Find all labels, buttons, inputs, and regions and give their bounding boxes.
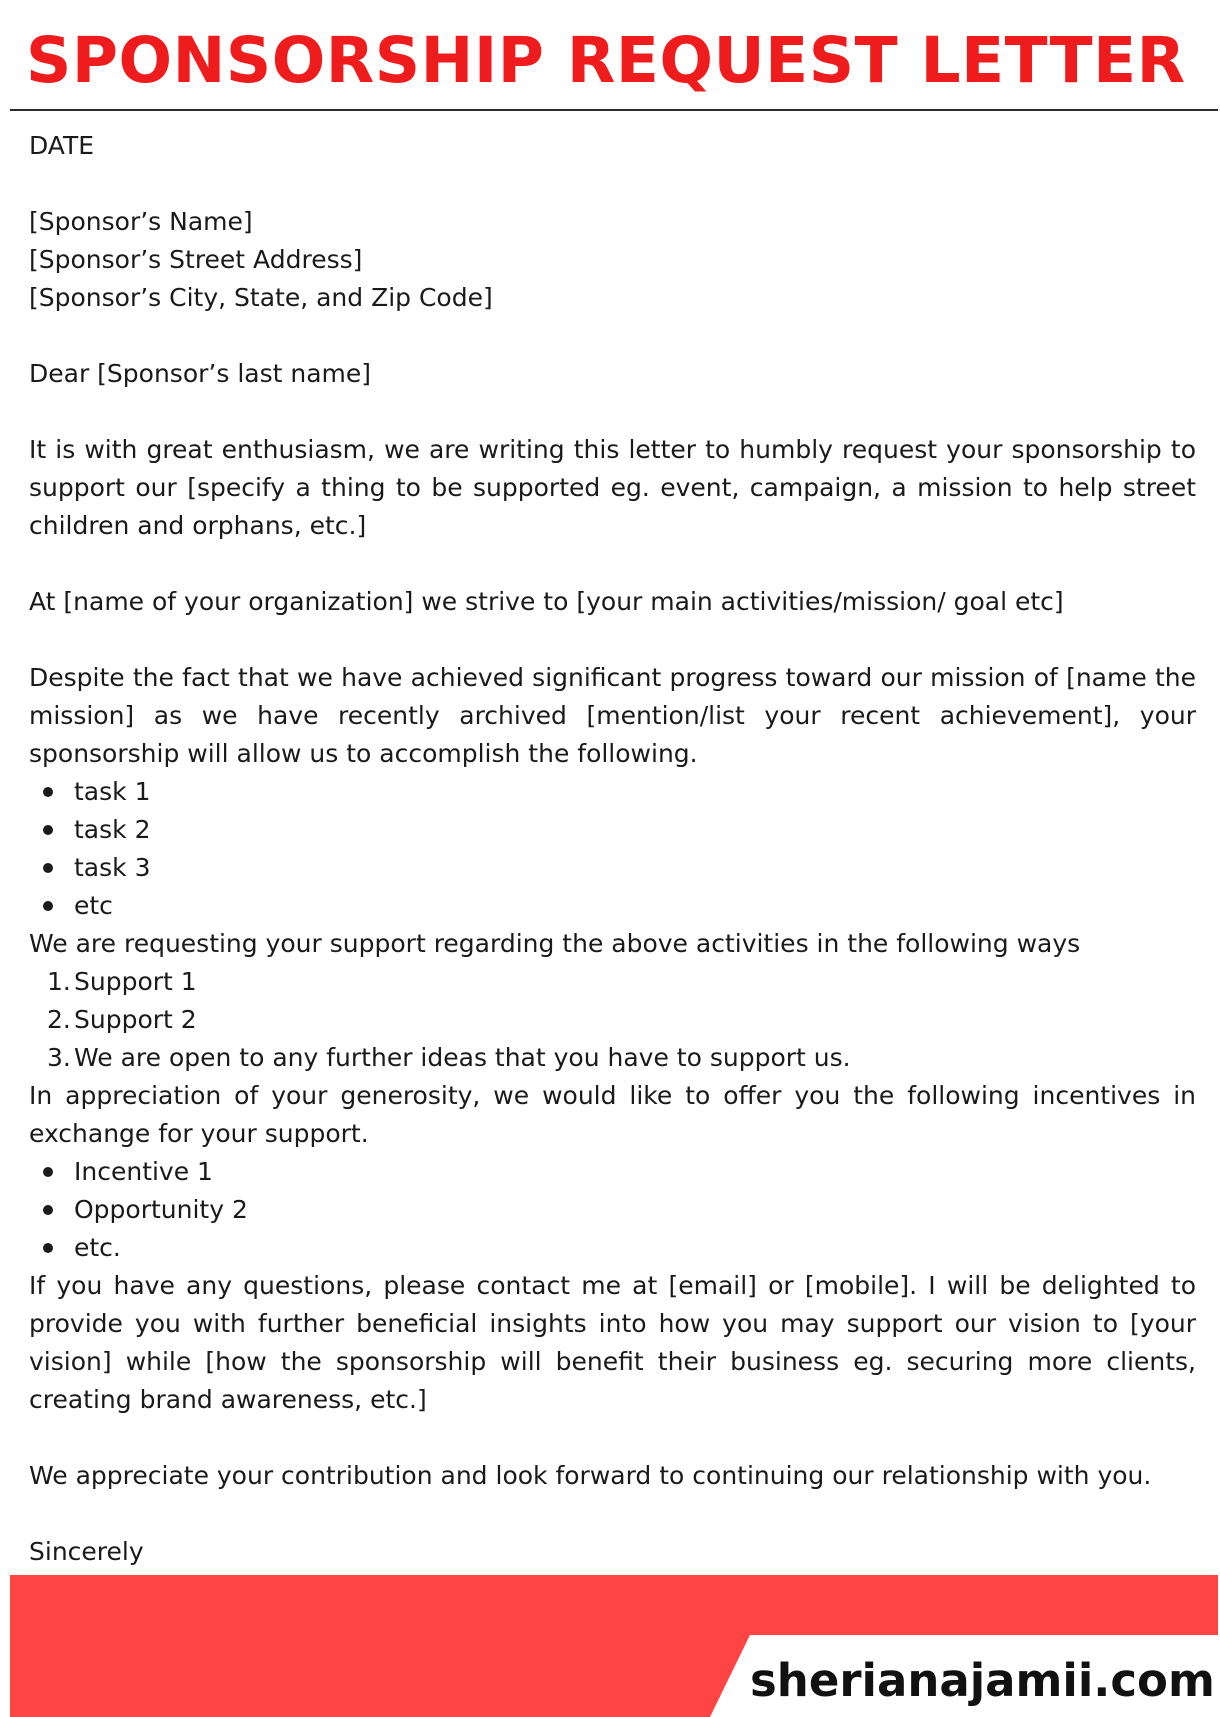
paragraph-contact: If you have any questions, please contact me at [email] or [mobile]. I will be delighted to provide you with further beneficial insights into how you may support our vision to [your vision] while [how the sponsorship will benefit their business eg. securing more clients, creating brand awareness, etc.] <box>29 1271 1196 1414</box>
task-list <box>29 773 1196 925</box>
support-text: Support 1 <box>74 967 197 996</box>
bullet-icon <box>43 1205 53 1215</box>
sponsor-city-state-zip: [Sponsor’s City, State, and Zip Code] <box>29 283 493 312</box>
list-item <box>29 773 1196 811</box>
list-item <box>29 1191 1196 1229</box>
task-text: etc <box>74 891 113 920</box>
task-text: task 3 <box>74 853 151 882</box>
list-number: 3. <box>47 1043 71 1072</box>
incentive-text: Opportunity 2 <box>74 1195 248 1224</box>
incentive-intro: In appreciation of your generosity, we would like to offer you the following incentives in exchange for your support. <box>29 1081 1196 1148</box>
list-number: 1. <box>47 967 71 996</box>
incentive-list <box>29 1153 1196 1267</box>
salutation: Dear [Sponsor’s last name] <box>29 359 372 388</box>
support-text: We are open to any further ideas that you have to support us. <box>74 1043 851 1072</box>
support-text: Support 2 <box>74 1005 197 1034</box>
sponsor-name: [Sponsor’s Name] <box>29 207 253 236</box>
bullet-icon <box>43 787 53 797</box>
letter-title: SPONSORSHIP REQUEST LETTER <box>26 24 1186 97</box>
list-item <box>29 1229 1196 1267</box>
paragraph-closing: We appreciate your contribution and look forward to continuing our relationship with you. <box>29 1461 1152 1490</box>
signoff: Sincerely <box>29 1537 144 1566</box>
list-item <box>29 849 1196 887</box>
bullet-icon <box>43 1243 53 1253</box>
incentive-text: Incentive 1 <box>74 1157 213 1186</box>
sponsor-address-block <box>29 203 1196 317</box>
support-intro: We are requesting your support regarding the above activities in the following ways <box>29 929 1081 958</box>
date-line: DATE <box>29 131 95 160</box>
list-item <box>29 963 1196 1001</box>
title-divider <box>10 109 1218 111</box>
list-item <box>29 887 1196 925</box>
support-list <box>29 963 1196 1077</box>
list-item <box>29 1039 1196 1077</box>
list-item <box>29 1153 1196 1191</box>
letter-body <box>29 127 1196 1571</box>
incentive-text: etc. <box>74 1233 121 1262</box>
task-text: task 1 <box>74 777 151 806</box>
bullet-icon <box>43 901 53 911</box>
paragraph-progress: Despite the fact that we have achieved significant progress toward our mission of [name the mission] as we have recently archived [mention/list your recent achievement], your sponsorship will allow us to accomplish the following. <box>29 663 1196 768</box>
list-item <box>29 1001 1196 1039</box>
bullet-icon <box>43 1167 53 1177</box>
list-item <box>29 811 1196 849</box>
sponsor-street-address: [Sponsor’s Street Address] <box>29 245 363 274</box>
website-domain[interactable]: sherianajamii.com <box>750 1654 1215 1707</box>
task-text: task 2 <box>74 815 151 844</box>
paragraph-intro: It is with great enthusiasm, we are writing this letter to humbly request your sponsorship to support our [specify a thing to be supported eg. event, campaign, a mission to help street children and orphans, etc.] <box>29 435 1196 540</box>
paragraph-organization: At [name of your organization] we strive to [your main activities/mission/ goal etc] <box>29 587 1064 616</box>
footer-banner <box>10 1575 1218 1717</box>
list-number: 2. <box>47 1005 71 1034</box>
bullet-icon <box>43 863 53 873</box>
bullet-icon <box>43 825 53 835</box>
